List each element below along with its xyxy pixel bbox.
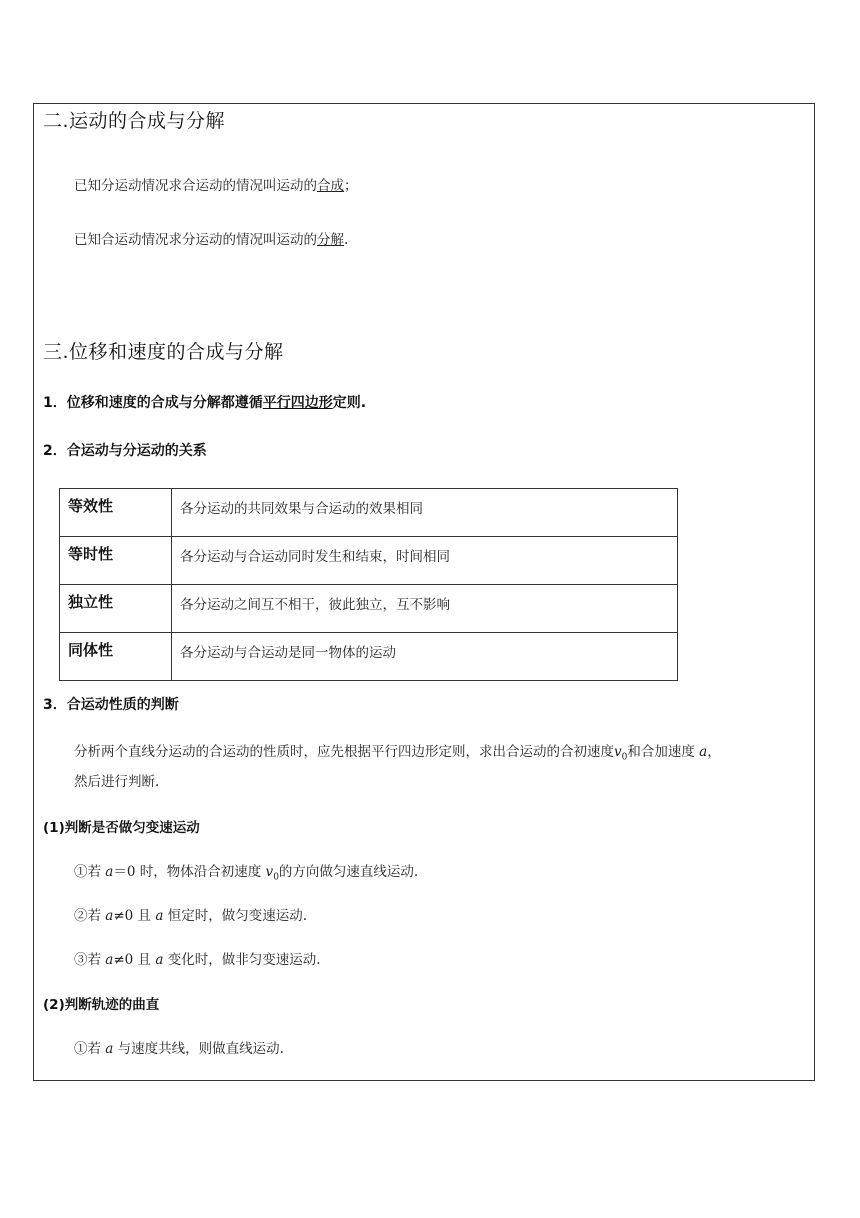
table-value: 各分运动的共同效果与合运动的效果相同 — [172, 489, 678, 537]
table-value: 各分运动与合运动是同一物体的运动 — [172, 633, 678, 681]
section2-title: 二.运动的合成与分解 — [43, 110, 226, 132]
table-value: 各分运动之间互不相干，彼此独立，互不影响 — [172, 585, 678, 633]
case-2: ②若 a≠0 且 a 恒定时，做匀变速运动. — [74, 908, 308, 924]
table-key: 同体性 — [60, 633, 172, 681]
item-2: 2．合运动与分运动的关系 — [43, 443, 207, 459]
table-key: 独立性 — [60, 585, 172, 633]
subsection-2-title: (2)判断轨迹的曲直 — [43, 997, 160, 1013]
content-frame — [33, 103, 815, 1081]
term-decomposition: 分解 — [317, 232, 344, 248]
case-3: ③若 a≠0 且 a 变化时，做非匀变速运动. — [74, 952, 321, 968]
analysis-paragraph-line2: 然后进行判断. — [74, 774, 160, 790]
term-parallelogram: 平行四边形 — [262, 395, 333, 411]
item-1: 1．位移和速度的合成与分解都遵循平行四边形定则. — [43, 395, 367, 411]
table-key: 等时性 — [60, 537, 172, 585]
section2-line1: 已知分运动情况求合运动的情况叫运动的合成； — [74, 178, 358, 194]
subsection-1-title: (1)判断是否做匀变速运动 — [43, 820, 200, 836]
trajectory-case-1: ①若 a 与速度共线，则做直线运动. — [74, 1041, 284, 1057]
case-1: ①若 a＝0 时，物体沿合初速度 $v_0$的方向做匀速直线运动. — [74, 864, 419, 883]
relationship-table — [59, 488, 678, 681]
table-row — [60, 489, 678, 537]
table-key: 等效性 — [60, 489, 172, 537]
analysis-paragraph-line1: 分析两个直线分运动的合运动的性质时，应先根据平行四边形定则，求出合运动的合初速度$v_0$和合加速度 a， — [74, 744, 721, 763]
table-row — [60, 585, 678, 633]
section3-title: 三.位移和速度的合成与分解 — [43, 341, 284, 363]
table-row — [60, 537, 678, 585]
term-synthesis: 合成 — [317, 178, 344, 194]
section2-line2: 已知合运动情况求分运动的情况叫运动的分解. — [74, 232, 349, 248]
table-row — [60, 633, 678, 681]
item-3: 3．合运动性质的判断 — [43, 697, 179, 713]
table-value: 各分运动与合运动同时发生和结束，时间相同 — [172, 537, 678, 585]
